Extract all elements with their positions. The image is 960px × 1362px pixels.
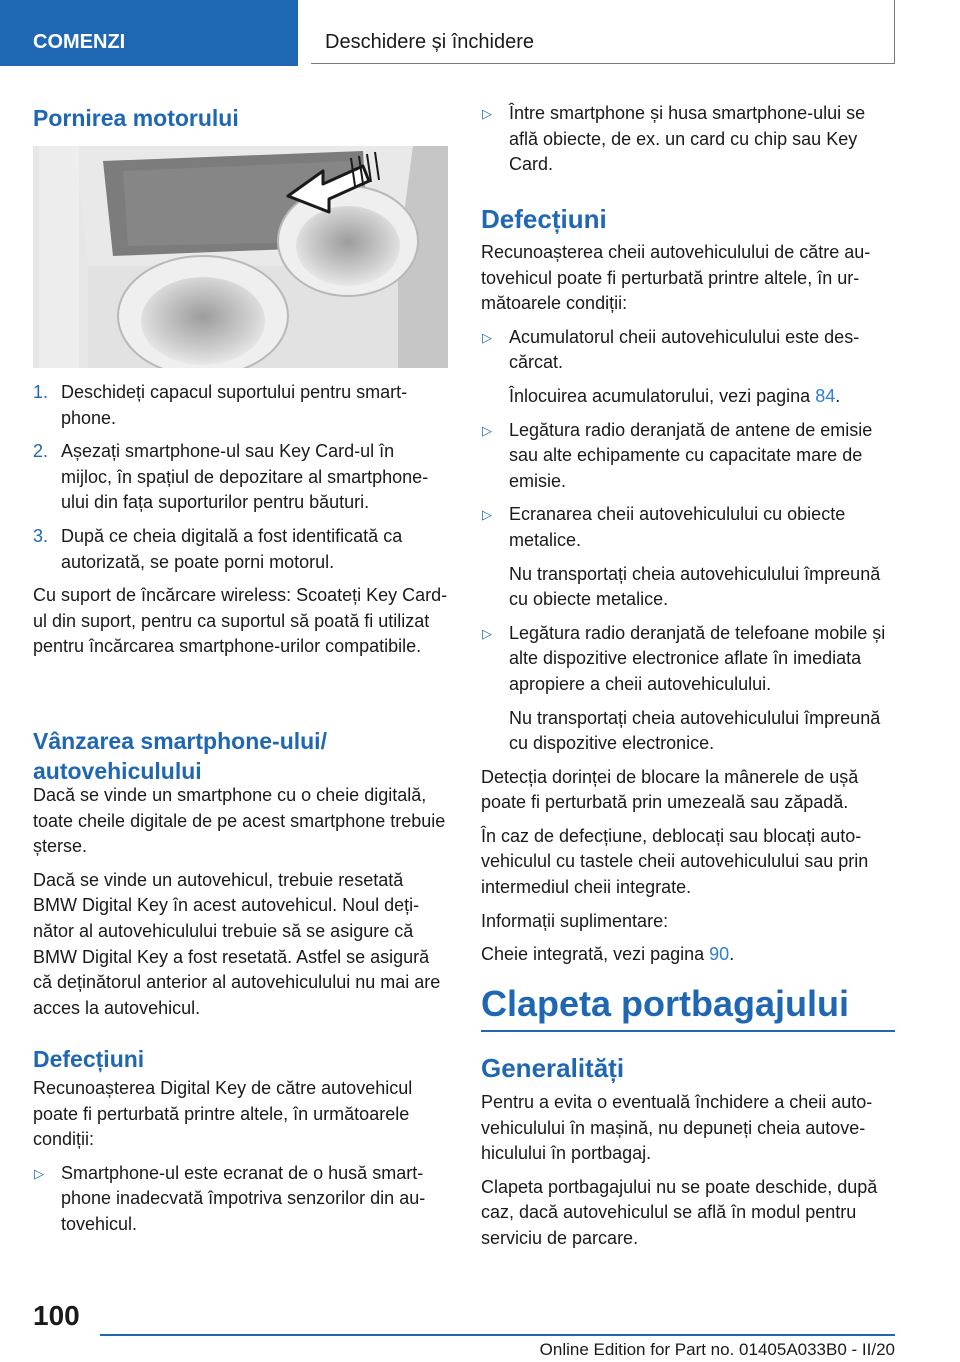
list-item bbox=[481, 325, 895, 410]
faults-intro-paragraph: Recunoașterea Digital Key de către autovehicul poate fi perturbată printre altele, în următoarele condiții: bbox=[33, 1078, 413, 1150]
heading-rule bbox=[481, 1030, 895, 1032]
triangle-bullet-icon: ▷ bbox=[482, 625, 492, 641]
integrated-key-text-end: . bbox=[729, 944, 735, 965]
integrated-key-paragraph bbox=[481, 942, 895, 968]
page-link-90[interactable]: 90 bbox=[709, 944, 730, 965]
heading-general: Generalități bbox=[481, 1053, 625, 1083]
list-item-text: Legătura radio deranjată de antene de emisie sau alte echipamente cu capacitate mare de emisie. bbox=[509, 419, 873, 491]
page-link-84[interactable]: 84 bbox=[815, 385, 836, 406]
list-item-text: Acumulatorul cheii autovehiculului este descărcat. bbox=[509, 326, 860, 373]
step-number: 2. bbox=[33, 441, 49, 462]
defect-paragraph: În caz de defecțiune, deblocați sau blocați autovehiculul cu tastele cheii autovehiculului sau prin intermediul cheii integrate. bbox=[481, 825, 869, 898]
list-item-text: Legătura radio deranjată de telefoane mobile și alte dispozitive electronice aflate în imediata apropiere a cheii autovehiculului. bbox=[509, 622, 886, 694]
triangle-bullet-icon: ▷ bbox=[34, 1165, 44, 1181]
list-item bbox=[33, 524, 448, 575]
heading-engine-start: Pornirea motorului bbox=[33, 105, 239, 131]
list-item bbox=[33, 380, 448, 431]
page-number: 100 bbox=[33, 1300, 80, 1331]
faults-list bbox=[33, 1161, 448, 1238]
note-text: Înlocuirea acumulatorului, vezi pagina bbox=[509, 385, 811, 406]
step-text: După ce cheia digitală a fost identificată ca autorizată, se poate porni motorul. bbox=[61, 525, 403, 572]
heading-sale: Vânzarea smartphone-ului/ autovehiculului bbox=[33, 728, 327, 784]
step-text: Deschideți capacul suportului pentru smartphone. bbox=[61, 382, 408, 428]
step-number: 1. bbox=[33, 382, 49, 402]
heading-faults-digital-key: Defecțiuni bbox=[33, 1046, 145, 1072]
key-faults-list bbox=[481, 325, 895, 757]
key-faults-intro: Recunoașterea cheii autovehiculului de către autovehicul poate fi perturbată printre altele, în următoarele condiții: bbox=[481, 242, 871, 314]
integrated-key-text: Cheie integrată, vezi pagina bbox=[481, 944, 705, 965]
info-paragraph: Informații suplimentare: bbox=[481, 910, 669, 931]
list-item bbox=[33, 1161, 448, 1238]
triangle-bullet-icon: ▷ bbox=[482, 106, 492, 121]
section-tab[interactable]: COMENZI bbox=[0, 0, 298, 66]
list-item-text: Smartphone-ul este ecranat de o husă smartphone inadecvată împotriva senzorilor din autovehicul. bbox=[61, 1162, 426, 1234]
list-item bbox=[481, 418, 895, 495]
smartphone-holder-figure bbox=[33, 146, 448, 368]
list-item bbox=[481, 101, 895, 178]
sale-paragraph-1: Dacă se vinde un smartphone cu o cheie digitală, toate cheile digitale de pe acest smartphone trebuie șterse. bbox=[33, 785, 446, 857]
list-item bbox=[481, 502, 895, 612]
footer-rule bbox=[100, 1334, 895, 1336]
start-steps-list bbox=[33, 380, 448, 575]
general-paragraph-2: Clapeta portbagajului nu se poate deschide, după caz, dacă autovehiculul se află în modul pentru serviciu de parcare. bbox=[481, 1176, 878, 1248]
chapter-tab[interactable]: Deschidere și închidere bbox=[311, 0, 895, 64]
triangle-bullet-icon: ▷ bbox=[482, 422, 492, 438]
list-item-text: Între smartphone și husa smartphone-ului se află obiecte, de ex. un card cu chip sau Key Card. bbox=[509, 103, 866, 175]
list-item-note bbox=[509, 384, 895, 410]
general-paragraph-1: Pentru a evita o eventuală închidere a cheii autovehiculului în mașină, nu depuneți cheia autovehiculului în portbagaj. bbox=[481, 1092, 873, 1164]
heading-trunk-lid: Clapeta portbagajului bbox=[481, 983, 850, 1024]
step-number: 3. bbox=[33, 525, 49, 546]
page-header bbox=[0, 0, 960, 66]
handle-detection-paragraph: Detecția dorinței de blocare la mânerele de ușă poate fi perturbată prin umezeală sau zăpadă. bbox=[481, 766, 859, 813]
heading-faults-key: Defecțiuni bbox=[481, 204, 607, 234]
triangle-bullet-icon: ▷ bbox=[482, 507, 492, 523]
triangle-bullet-icon: ▷ bbox=[482, 329, 492, 345]
wireless-paragraph: Cu suport de încărcare wireless: Scoateți Key Card-ul din suport, pentru ca suportul să poată fi utilizat pentru încărcarea smartphone-urilor compatibile. bbox=[33, 585, 448, 657]
note-text-end: . bbox=[835, 385, 841, 406]
list-item-note: Nu transportați cheia autovehiculului împreună cu obiecte metalice. bbox=[509, 563, 881, 610]
faults-list-continued bbox=[481, 101, 895, 178]
sale-paragraph-2: Dacă se vinde un autovehicul, trebuie resetată BMW Digital Key în acest autovehicul. Noul deținător al autovehiculului trebuie să se asigure că BMW Digital Key a fost resetată. Astfel se asigură că deținătorul anterior al autovehiculului nu mai are acces la autovehicul. bbox=[33, 869, 441, 1018]
list-item bbox=[481, 621, 895, 757]
step-text: Așezați smartphone-ul sau Key Card-ul în mijloc, în spațiul de depozitare al smartphone-ului din fața suporturilor pentru băuturi. bbox=[61, 441, 429, 513]
list-item-text: Ecranarea cheii autovehiculului cu obiecte metalice. bbox=[509, 504, 846, 550]
edition-note: Online Edition for Part no. 01405A033B0 - II/20 bbox=[539, 1340, 895, 1359]
list-item-note: Nu transportați cheia autovehiculului împreună cu dispozitive electronice. bbox=[509, 707, 881, 754]
list-item bbox=[33, 439, 448, 516]
